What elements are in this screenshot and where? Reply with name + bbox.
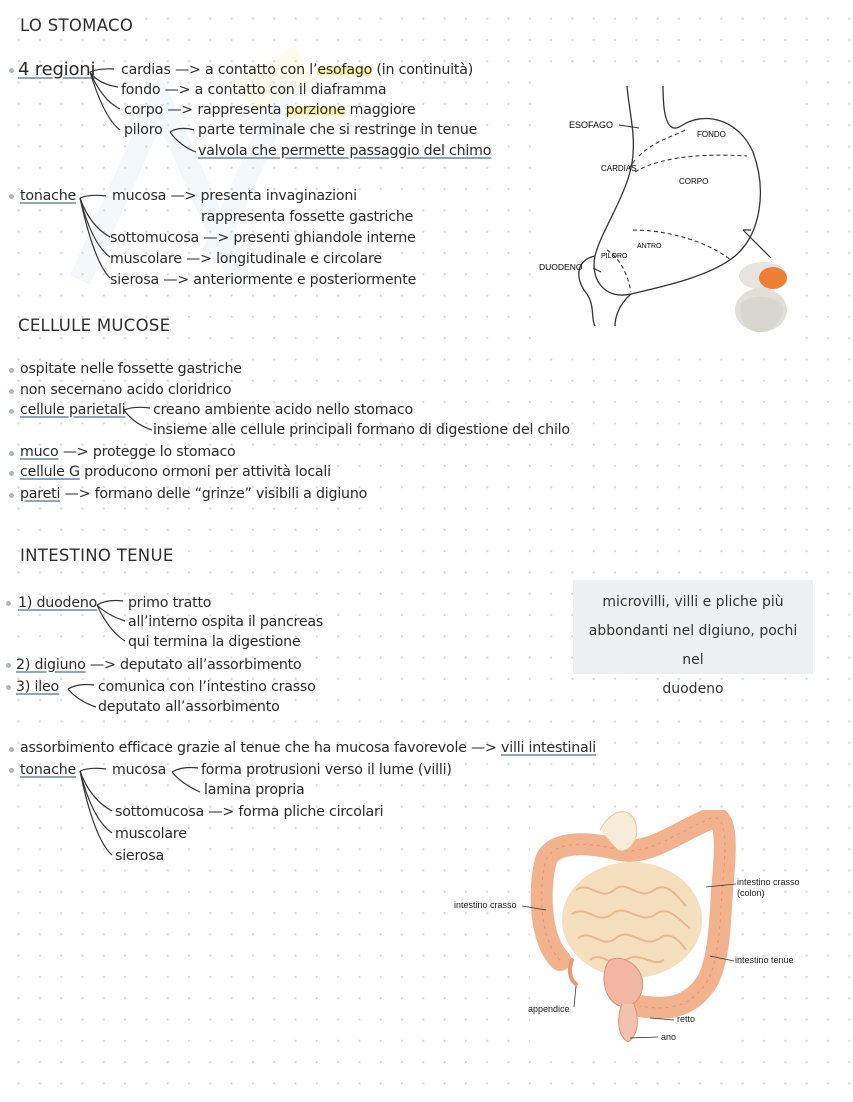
bullet (9, 194, 14, 199)
fondo-desc: a contatto con il diaframma (194, 82, 387, 98)
arrow-icon: —> (471, 740, 502, 756)
label-fondo: FONDO (697, 130, 726, 139)
row-tenue-sottomucosa (115, 803, 383, 821)
note-line3: duodeno (662, 681, 724, 697)
regioni-label: 4 regioni (18, 59, 96, 80)
note-line1: microvilli, villi e pliche più (602, 594, 784, 610)
label-crasso-colon-2: (colon) (737, 888, 765, 898)
bullet (9, 68, 14, 73)
section-title-tenue: INTESTINO TENUE (20, 546, 174, 565)
cardias-desc-esofago: esofago (317, 62, 373, 78)
cellule-line1: ospitate nelle fossette gastriche (20, 361, 242, 377)
row-piloro (124, 121, 163, 139)
row-digiuno (16, 656, 302, 674)
sierosa-desc: anteriormente e posteriormente (193, 272, 417, 288)
mucosa-desc2: rappresenta fossette gastriche (201, 209, 414, 225)
bullet (6, 685, 11, 690)
parietali-desc1: creano ambiente acido nello stomaco (153, 402, 413, 418)
row-tenue-mucosa (112, 761, 166, 779)
tenue-mucosa-desc2: lamina propria (204, 782, 305, 798)
muscolare-desc: longitudinale e circolare (216, 251, 382, 267)
branch-tenue-tonache (78, 765, 114, 863)
arrow-icon: —> (167, 102, 198, 118)
tenue-tonache-label: tonache (20, 762, 77, 778)
branch-tenue-mucosa (170, 764, 202, 798)
row-cardias (121, 61, 473, 79)
tenue-sottomucosa-desc: forma pliche circolari (238, 804, 384, 820)
bullet (9, 493, 14, 498)
bullet (9, 768, 14, 773)
label-esofago: ESOFAGO (569, 120, 614, 130)
note-box (573, 580, 813, 697)
label-duodeno: DUODENO (539, 262, 583, 272)
corpo-desc-a: rappresenta (197, 102, 286, 118)
intestine-diagram (450, 810, 820, 1050)
corpo-term: corpo (124, 102, 163, 118)
row-mucosa (112, 187, 357, 205)
bullet (9, 471, 14, 476)
digiuno-desc: deputato all’assorbimento (119, 657, 302, 673)
muco-desc: protegge lo stomaco (92, 444, 236, 460)
cardias-desc-c: (in continuità) (372, 62, 474, 78)
row-sierosa (110, 271, 416, 289)
pareti-term: pareti (20, 486, 61, 502)
bullet (9, 451, 14, 456)
muscolare-term: muscolare (110, 251, 182, 267)
stomach-diagram (535, 80, 805, 350)
bullet (9, 389, 14, 394)
cellule-line2: non secernano acido cloridrico (20, 382, 232, 398)
label-crasso-colon-1: intestino crasso (737, 877, 800, 887)
arrow-icon: —> (175, 62, 206, 78)
parietali-term: cellule parietali (20, 402, 126, 418)
villi-term: villi intestinali (501, 740, 597, 756)
arrow-icon: —> (208, 804, 239, 820)
corpo-desc-c: maggiore (345, 102, 416, 118)
cellule-g-term: cellule G (20, 464, 80, 480)
sierosa-term: sierosa (110, 272, 159, 288)
tenue-mucosa-desc1: forma protrusioni verso il lume (villi) (201, 762, 452, 778)
bullet (9, 747, 14, 752)
parietali-desc2: insieme alle cellule principali formano di digestione del chilo (153, 422, 570, 438)
row-fondo (121, 81, 386, 99)
fondo-term: fondo (121, 82, 161, 98)
note-line2: abbondanti nel digiuno, pochi nel (588, 623, 798, 668)
label-crasso: intestino crasso (454, 900, 517, 910)
tenue-sottomucosa-term: sottomucosa (115, 804, 205, 820)
corpo-desc-porzione: porzione (285, 102, 346, 118)
bullet (9, 368, 14, 373)
arrow-icon: —> (163, 272, 194, 288)
row-cellule-g (20, 463, 331, 481)
muco-term: muco (20, 444, 59, 460)
row-muco (20, 443, 236, 461)
tenue-muscolare: muscolare (115, 826, 187, 842)
arrow-icon: —> (203, 230, 234, 246)
bullet (9, 409, 14, 414)
arrow-icon: —> (186, 251, 217, 267)
assorbimento-text: assorbimento efficace grazie al tenue che ha mucosa favorevole (20, 740, 467, 756)
row-assorbimento (20, 739, 596, 757)
cardias-desc-a: a contatto con l’ (205, 62, 318, 78)
cellule-g-desc: producono ormoni per attività locali (79, 464, 331, 480)
label-tenue: intestino tenue (735, 955, 794, 965)
label-appendice: appendice (528, 1004, 570, 1014)
mucosa-term: mucosa (112, 188, 167, 204)
branch-regioni (88, 66, 118, 150)
label-corpo: CORPO (679, 177, 709, 186)
row-pareti (20, 485, 367, 503)
tenue-mucosa-term: mucosa (112, 762, 167, 778)
piloro-desc1: parte terminale che si restringe in tenue (198, 122, 478, 138)
pareti-desc: formano delle “grinze” visibili a digiuno (94, 486, 368, 502)
duodeno-term: 1) duodeno (18, 595, 98, 611)
arrow-icon: —> (89, 657, 120, 673)
arrow-icon: —> (64, 486, 95, 502)
tenue-sierosa: sierosa (115, 848, 164, 864)
piloro-term: piloro (124, 122, 163, 138)
ileo-desc1: comunica con l’intestino crasso (98, 679, 316, 695)
section-title-stomaco: LO STOMACO (20, 16, 134, 35)
piloro-desc2: valvola che permette passaggio del chimo (198, 143, 492, 159)
branch-piloro (168, 124, 198, 160)
label-retto: retto (677, 1014, 696, 1024)
digiuno-term: 2) digiuno (16, 657, 86, 673)
ileo-desc2: deputato all’assorbimento (98, 699, 280, 715)
label-cardias: CARDIAS (601, 164, 637, 173)
cardias-term: cardias (121, 62, 171, 78)
label-ano: ano (661, 1032, 677, 1042)
branch-parietali (122, 404, 152, 436)
section-title-cellule: CELLULE MUCOSE (18, 316, 171, 335)
duodeno-desc3: qui termina la digestione (128, 634, 301, 650)
duodeno-desc2: all’interno ospita il pancreas (128, 614, 324, 630)
branch-ileo (66, 681, 98, 713)
mucosa-desc1: presenta invaginazioni (200, 188, 357, 204)
bullet (6, 663, 11, 668)
ileo-term: 3) ileo (16, 679, 59, 695)
sottomucosa-desc: presenti ghiandole interne (233, 230, 416, 246)
tonache-label: tonache (20, 188, 77, 204)
label-antro: ANTRO (637, 243, 662, 250)
label-piloro: PILORO (601, 253, 628, 260)
arrow-icon: —> (164, 82, 195, 98)
sottomucosa-term: sottomucosa (110, 230, 200, 246)
arrow-icon: —> (62, 444, 93, 460)
row-sottomucosa (110, 229, 416, 247)
row-muscolare (110, 250, 382, 268)
arrow-icon: —> (170, 188, 201, 204)
bullet (6, 601, 11, 606)
row-corpo (124, 101, 415, 119)
branch-duodeno (95, 597, 127, 649)
branch-tonache (78, 192, 110, 284)
duodeno-desc1: primo tratto (128, 595, 212, 611)
